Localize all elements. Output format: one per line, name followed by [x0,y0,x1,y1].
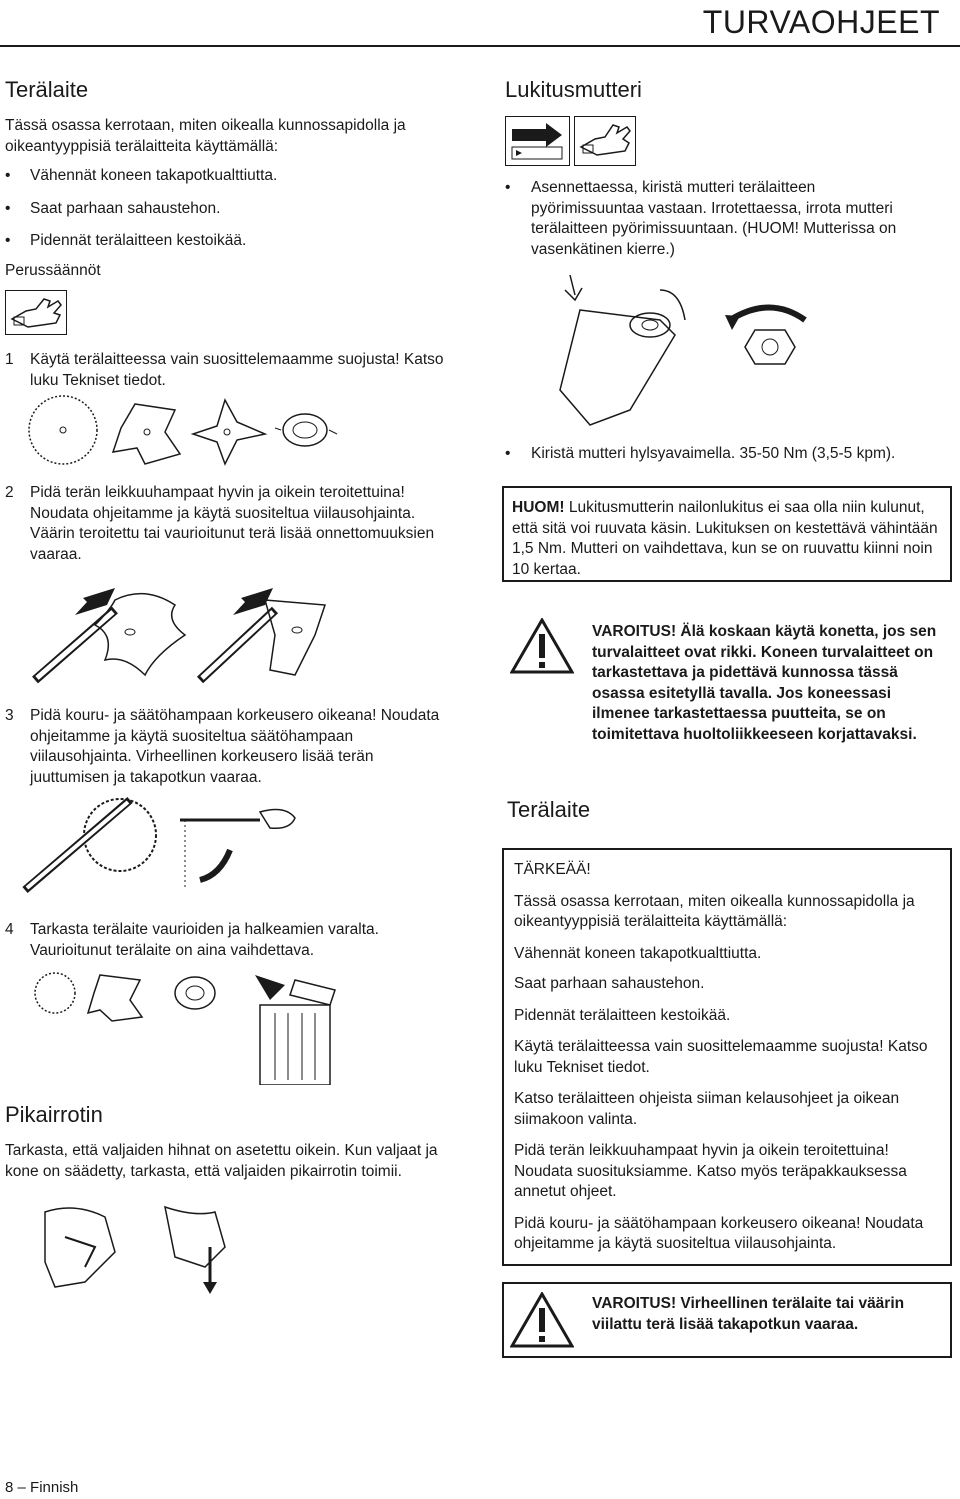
lukitus-bullet: • Asennettaessa, kiristä mutteri terälaitteen pyörimissuuntaa vastaan. Irrotettaessa, irrota mutteri terälaitteen pyörimissuuntaan. (HUOM! Mutterissa on vasenkätinen kierre.) [505,179,897,258]
huom-label: HUOM! [512,499,565,516]
gauge-illustration [20,790,340,900]
nut-tightening-illustration [520,270,820,430]
rule-2: 2 Pidä terän leikkuuhampaat hyvin ja oikein teroitettuina! Noudata ohjeitamme ja käytä suositeltua viilausohjainta. Väärin teroitettu tai vaurioitunut terä lisää onnettomuuksien vaaraa. [5,484,435,563]
intro-text: Tässä osassa kerrotaan, miten oikealla kunnossapidolla ja oikeantyyppisiä terälaitteita käyttämällä: [5,117,406,155]
tarkeaa-paragraph: Pidä terän leikkuuhampaat hyvin ja oikein teroitettuina! Noudata suosituksiamme. Katso myös teräpakkauksessa annetut ohjeet. [514,1142,907,1200]
tarkeaa-label: TÄRKEÄÄ! [514,861,591,878]
warning-text-1: VAROITUS! Älä koskaan käytä konetta, jos sen turvalaitteet ovat rikki. Koneen turvalaitteet on tarkastettava ja pidettävä kunnossa tässä osassa esitetyllä tavalla. Jos koneessasi ilmenee tarkastettaessa puutteita, se on toimitettava huoltoliikkeeseen korjattavaksi. [592,623,937,743]
teralaite-heading: Terälaite [5,77,89,102]
blade-types-illustration [25,392,345,472]
tarkeaa-paragraph: Vähennät koneen takapotkualttiutta. [514,944,762,962]
subheading: Perussäännöt [5,262,101,279]
tarkeaa-paragraph: Katso terälaitteen ohjeista siiman kelausohjeet ja oikean siimakoon valinta. [514,1090,900,1128]
read-manual-icon [505,116,570,166]
pikairrotin-text: Tarkasta, että valjaiden hihnat on asetettu oikein. Kun valjaat ja kone on säädetty, tarkasta, että valjaiden pikairrotin toimii. [5,1142,438,1180]
tarkeaa-paragraph: Saat parhaan sahaustehon. [514,975,705,992]
blade-sharpening-illustration [25,580,365,690]
huom-note-box [502,486,952,582]
rule-1: 1 Käytä terälaitteessa vain suosittelemaamme suojusta! Katso luku Tekniset tiedot. [5,351,444,389]
warning-triangle-icon [510,618,574,674]
kirista-bullet: • Kiristä mutteri hylsyavaimella. 35-50 Nm (3,5-5 kpm). [505,445,896,462]
rule-4: 4 Tarkasta terälaite vaurioiden ja halkeamien varalta. Vaurioitunut terälaite on aina vaihdettava. [5,921,379,959]
glove-icon [574,116,636,166]
rule-3: 3 Pidä kouru- ja säätöhampaan korkeusero oikeana! Noudata ohjeitamme ja käytä suositeltua säätöhampaan viilausohjainta. Virheellinen korkeusero lisää terän juuttumisen ja takapotkun vaaraa. [5,707,440,786]
glove-icon [5,290,67,335]
pikairrotin-heading: Pikairrotin [5,1102,103,1127]
header-rule [0,45,960,47]
bullet-item: • Pidennät terälaitteen kestoikää. [5,232,247,249]
harness-release-illustration [25,1192,275,1297]
discard-blade-illustration [30,965,360,1085]
page-title: TURVAOHJEET [702,4,940,40]
lukitusmutteri-heading: Lukitusmutteri [505,77,642,102]
warning-text-2: VAROITUS! Virheellinen terälaite tai väärin viilattu terä lisää takapotkun vaaraa. [592,1295,905,1333]
tarkeaa-paragraph: Käytä terälaitteessa vain suosittelemaamme suojusta! Katso luku Tekniset tiedot. [514,1038,928,1076]
warning-box-2 [502,1282,952,1358]
huom-text: Lukitusmutterin nailonlukitus ei saa olla niin kulunut, että sitä voi ruuvata käsin. Lukituksen on kestettävä vähintään 1,5 Nm. Mutteri on vaihdettava, kun se on ruuvattu kiinni noin 10 kertaa. [512,499,938,578]
teralaite-heading-right: Terälaite [507,797,591,822]
page-footer: 8 – Finnish [5,1479,79,1496]
bullet-item: • Vähennät koneen takapotkualttiutta. [5,167,278,184]
tarkeaa-box [502,848,952,1266]
tarkeaa-paragraph: Pidennät terälaitteen kestoikää. [514,1006,731,1024]
warning-triangle-icon [510,1292,574,1348]
tarkeaa-paragraph: Tässä osassa kerrotaan, miten oikealla kunnossapidolla ja oikeantyyppisiä terälaitteita käyttämällä: [514,892,915,930]
tarkeaa-paragraph: Pidä kouru- ja säätöhampaan korkeusero oikeana! Noudata ohjeitamme ja käytä suositeltua viilausohjainta. [514,1214,924,1252]
bullet-item: • Saat parhaan sahaustehon. [5,200,221,217]
